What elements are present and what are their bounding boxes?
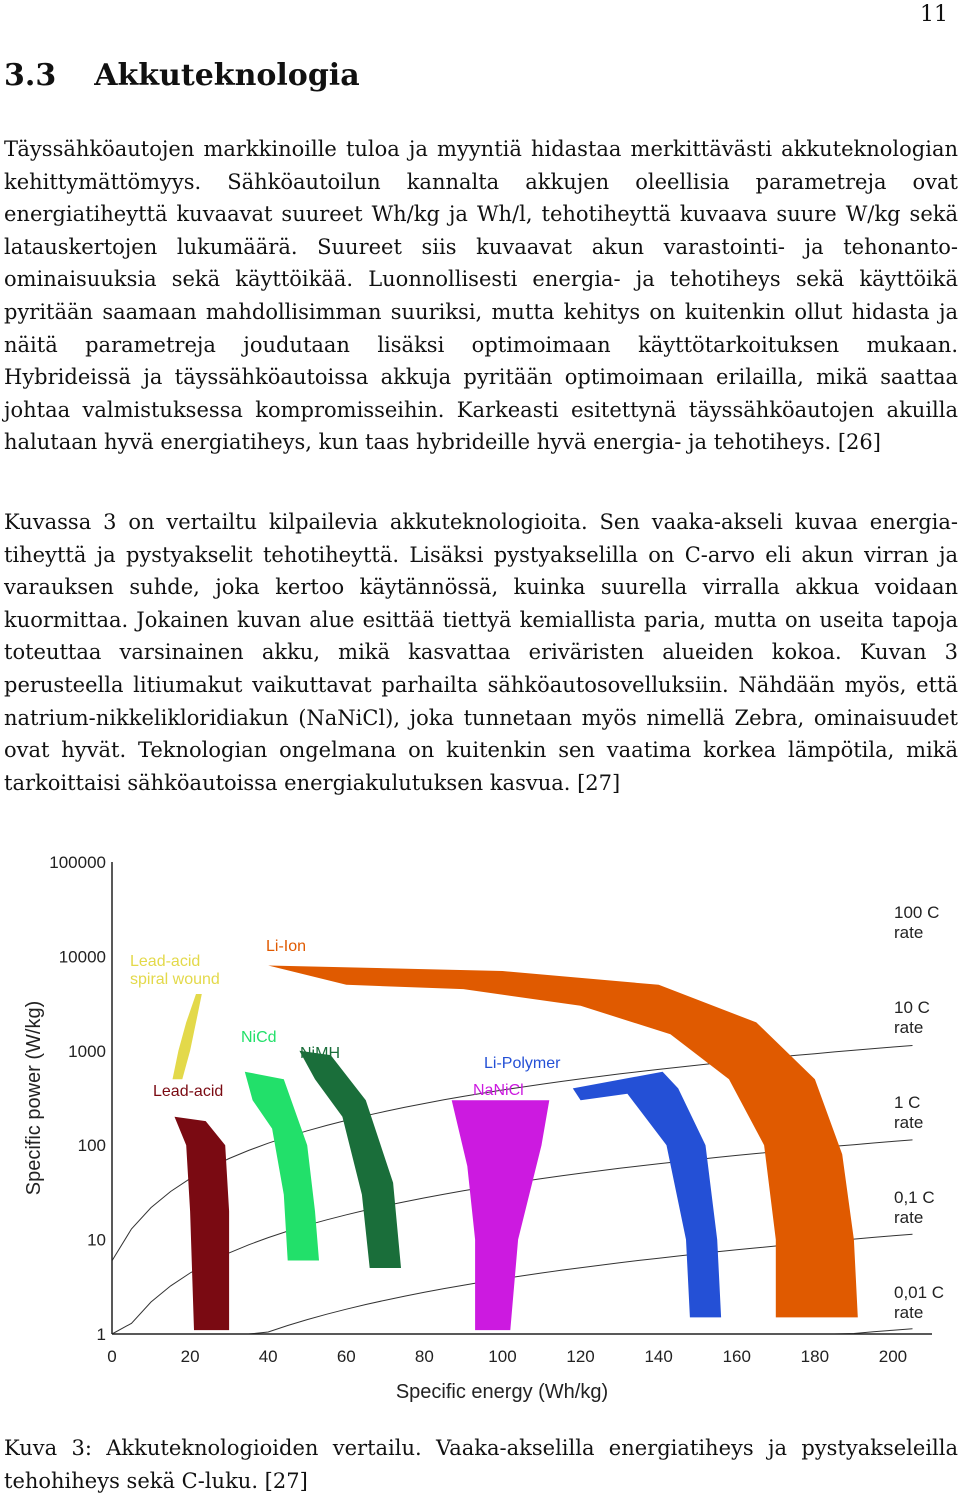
paragraph-1: Täyssähköautojen markkinoille tuloa ja myyntiä hidastaa merkittävästi akkuteknologian kehittymättömyys. Sähköautoilun kannalta akkujen oleellisia parametreja ovat energiatiheyttä kuvaavat suureet Wh/kg ja Wh/l, tehotiheyttä kuvaava suure W/kg sekä latauskertojen lukumäärä. Suureet siis kuvaavat akun varastointi- ja tehonanto-ominaisuuksia sekä käyttöikää. Luonnollisesti energia- ja tehotiheys sekä käyttöikä pyritään saamaan mahdollisimman suuriksi, mutta kehitys on kuitenkin ollut hidasta ja näitä parametreja joudutaan lisäksi optimoimaan käyttötarkoituksen mukaan. Hybrideissä ja täyssähköautoissa akkuja pyritään optimoimaan erilailla, mikä saattaa johtaa valmistuksessa kompromisseihin. Karkeasti esitettynä täyssähköautojen akuilla halutaan hyvä energiatiheys, kun taas hybrideille hyvä energia- ja tehotiheys. [26] — [4, 137, 958, 455]
region-label: Li-Polymer — [484, 1055, 561, 1072]
battery-comparison-figure — [0, 838, 960, 1418]
y-tick-label: 1 — [96, 1325, 106, 1344]
x-tick-label: 0 — [107, 1347, 117, 1366]
y-tick-label: 10000 — [58, 947, 106, 967]
region-label: Li-Ion — [266, 938, 307, 955]
region-nicd — [245, 1072, 319, 1261]
figure-caption: Kuva 3: Akkuteknologioiden vertailu. Vaaka-akselilla energiatiheys ja pystyakseleilla tehohiheys sekä C-luku. [27] — [4, 1436, 958, 1493]
x-tick-label: 200 — [878, 1347, 908, 1366]
y-tick-label: 100000 — [49, 853, 106, 872]
c-rate-label: rate — [894, 1018, 924, 1037]
paragraph-2: Kuvassa 3 on vertailtu kilpailevia akkuteknologioita. Sen vaaka-akseli kuvaa energiatiheyttä ja pystyakselit tehotiheyttä. Lisäksi pystyakselilla on C-arvo eli akun virran ja varauksen suhde, joka kertoo käytännössä, kuinka suurella virralla akkua voidaan kuormittaa. Jokainen kuvan alue esittää tiettyä kemiallista paria, mutta on useita tapoja toteuttaa varsinainen akku, mikä kasvattaa eriväristen alueiden kokoa. Kuvan 3 perusteella litiumakut vaikuttavat parhailta sähköautosovelluksiin. Nähdään myös, että natrium-nikkelikloridiakun (NaNiCl), joka tunnetaan myös nimellä Zebra, ominaisuudet ovat hyvät. Teknologian ongelmana on kuitenkin sen vaatima korkea lämpötila, mikä tarkoittaisi sähköautoissa energiakulutuksen kasvua. [27] — [4, 510, 958, 795]
x-tick-label: 60 — [336, 1347, 356, 1366]
x-tick-label: 40 — [258, 1347, 278, 1366]
region-li-polymer — [573, 1072, 721, 1318]
region-label: NiMH — [300, 1045, 340, 1062]
x-axis-label: Specific energy (Wh/kg) — [395, 1381, 609, 1403]
x-tick-label: 120 — [566, 1347, 595, 1366]
y-axis-label: Specific power (W/kg) — [23, 1000, 45, 1196]
x-tick-label: 180 — [800, 1347, 830, 1366]
x-tick-label: 20 — [180, 1347, 200, 1366]
region-lead-acid — [175, 1117, 230, 1330]
x-tick-label: 140 — [644, 1347, 673, 1366]
region-label: NiCd — [241, 1029, 277, 1046]
region-nanicl — [452, 1100, 550, 1330]
c-rate-label: rate — [894, 923, 924, 942]
region-label: NaNiCl — [473, 1082, 524, 1099]
c-rate-label: 0,1 C — [894, 1188, 935, 1207]
region-label: Lead-acid — [153, 1083, 224, 1100]
section-heading — [4, 58, 360, 93]
c-rate-label: rate — [894, 1303, 924, 1322]
x-tick-label: 100 — [488, 1347, 517, 1366]
y-tick-label: 10 — [87, 1230, 106, 1250]
y-tick-label: 100 — [77, 1136, 106, 1156]
region-lead-acid-spiral-wound — [173, 994, 202, 1079]
c-rate-label: 10 C — [894, 998, 930, 1017]
c-rate-label: rate — [894, 1208, 924, 1227]
x-tick-label: 160 — [722, 1347, 751, 1366]
c-rate-label: 1 C — [894, 1093, 921, 1112]
region-label: spiral wound — [130, 971, 220, 988]
page-number: 11 — [920, 2, 948, 27]
c-rate-label: 0,01 C — [894, 1283, 945, 1302]
x-tick-label: 80 — [414, 1347, 434, 1366]
region-label: Lead-acid — [130, 953, 201, 970]
c-rate-label: rate — [894, 1113, 924, 1132]
section-number: 3.3 — [4, 58, 57, 93]
ragone-chart — [0, 838, 960, 1418]
y-tick-label: 1000 — [68, 1041, 106, 1061]
c-rate-label: 100 C — [894, 903, 940, 922]
c-rate-line — [112, 1329, 913, 1334]
section-title: Akkuteknologia — [94, 58, 360, 93]
